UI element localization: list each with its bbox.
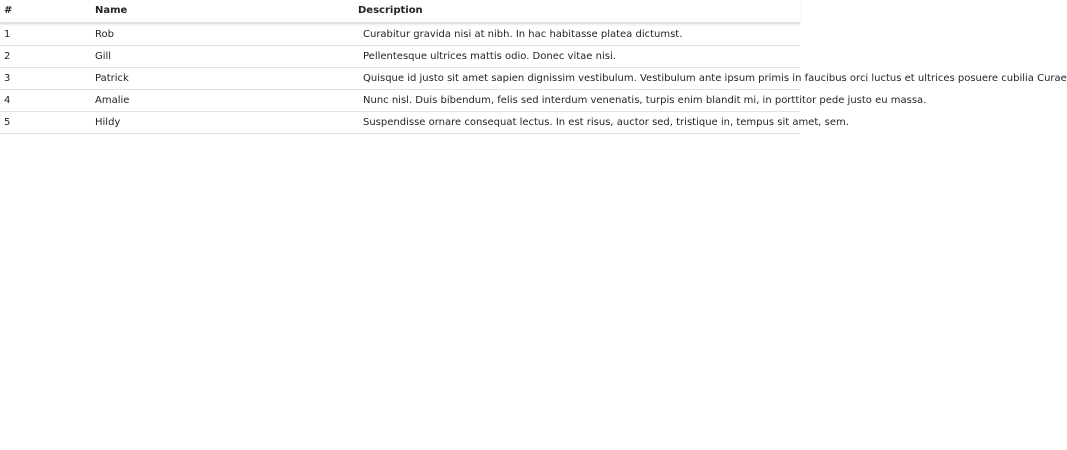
header-description[interactable]: Description — [358, 5, 423, 16]
cell-number: 5 — [4, 117, 11, 128]
header-name[interactable]: Name — [95, 5, 128, 16]
header-number[interactable]: # — [4, 5, 13, 16]
table-row[interactable] — [0, 112, 849, 134]
cell-description: Nunc nisl. Duis bibendum, felis sed interdum venenatis, turpis enim blandit mi, in porttitor pede justo eu massa. — [363, 95, 927, 106]
table-row[interactable] — [0, 68, 1067, 90]
cell-number: 3 — [4, 73, 11, 84]
cell-name: Amalie — [95, 95, 130, 106]
cell-description: Suspendisse ornare consequat lectus. In est risus, auctor sed, tristique in, tempus sit amet, sem. — [363, 117, 849, 128]
cell-number: 2 — [4, 51, 11, 62]
cell-description: Pellentesque ultrices mattis odio. Donec vitae nisi. — [363, 51, 616, 62]
cell-description: Curabitur gravida nisi at nibh. In hac habitasse platea dictumst. — [363, 29, 683, 40]
data-table — [0, 0, 1067, 128]
cell-description: Quisque id justo sit amet sapien dignissim vestibulum. Vestibulum ante ipsum primis in faucibus orci luctus et ultrices posuere cubilia Curae — [363, 73, 1067, 84]
table-header — [0, 0, 800, 24]
cell-name: Gill — [95, 51, 112, 62]
cell-number: 1 — [4, 29, 11, 40]
table-row[interactable] — [0, 90, 927, 112]
cell-name: Patrick — [95, 73, 129, 84]
cell-number: 4 — [4, 95, 11, 106]
table-row[interactable] — [0, 24, 800, 46]
cell-name: Hildy — [95, 117, 121, 128]
cell-name: Rob — [95, 29, 114, 40]
table-row[interactable] — [0, 46, 800, 68]
